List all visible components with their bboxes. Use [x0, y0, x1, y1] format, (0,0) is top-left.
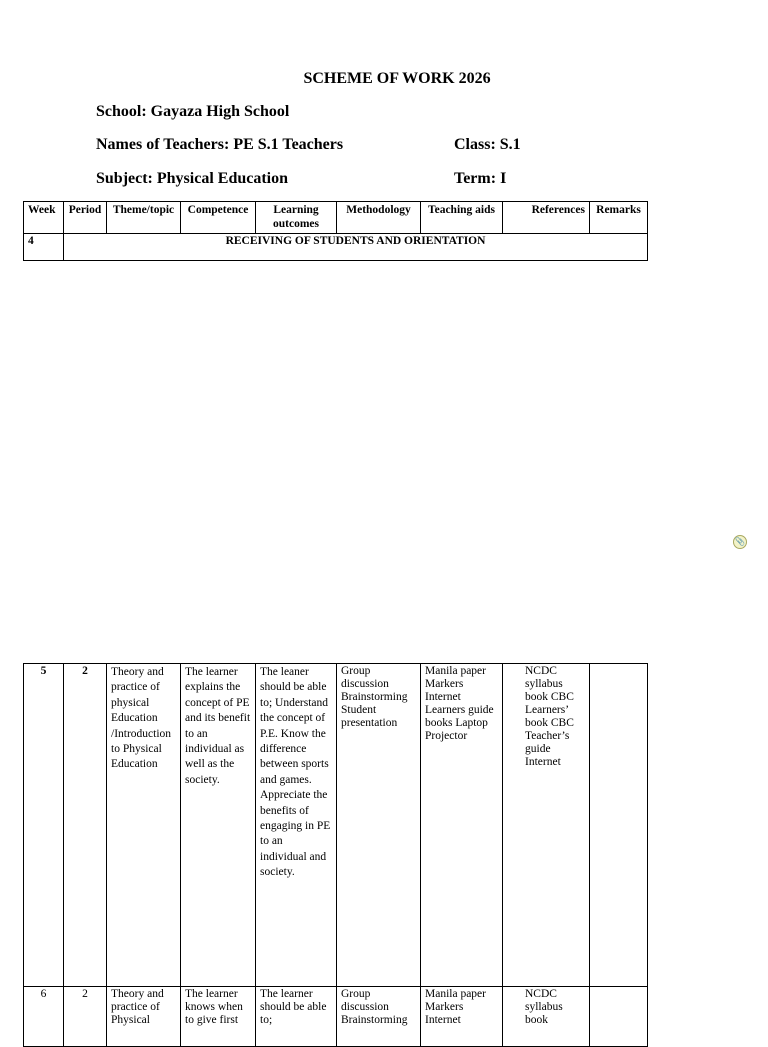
col-competence: Competence [181, 202, 256, 234]
row-competence: The learner knows when to give first [181, 987, 256, 1047]
term-line: Term: I [454, 170, 507, 187]
paperclip-icon[interactable]: 📎 [733, 535, 747, 549]
row-methodology: Group discussion Brainstorming [337, 987, 421, 1047]
col-learning-outcomes: Learning outcomes [256, 202, 337, 234]
row-remarks [590, 987, 648, 1047]
document-title: SCHEME OF WORK 2026 [303, 70, 491, 87]
teachers-line: Names of Teachers: PE S.1 Teachers [96, 136, 344, 153]
class-line: Class: S.1 [454, 136, 521, 153]
col-methodology: Methodology [337, 202, 421, 234]
table-row [24, 664, 648, 987]
row-remarks [590, 664, 648, 987]
row-teaching-aids: Manila paper Markers Internet Learners guide books Laptop Projector [421, 664, 503, 987]
col-references: References [503, 202, 590, 234]
col-remarks: Remarks [590, 202, 648, 234]
row-period: 2 [64, 664, 107, 987]
orientation-row [24, 234, 648, 261]
row-references: NCDC syllabus book CBC Learners’ book CBC Teacher’s guide Internet [503, 664, 590, 987]
col-period: Period [64, 202, 107, 234]
row-references: NCDC syllabus book [503, 987, 590, 1047]
table-row [24, 987, 648, 1047]
row-teaching-aids: Manila paper Markers Internet [421, 987, 503, 1047]
row-theme: Theory and practice of physical Education /Introduction to Physical Education [107, 664, 181, 987]
school-line: School: Gayaza High School [96, 103, 290, 120]
col-theme: Theme/topic [107, 202, 181, 234]
row-week: 5 [24, 664, 64, 987]
row-period: 2 [64, 987, 107, 1047]
scheme-header-table [23, 201, 648, 261]
subject-line: Subject: Physical Education [96, 170, 289, 187]
row-outcomes: The learner should be able to; [256, 987, 337, 1047]
col-teaching-aids: Teaching aids [421, 202, 503, 234]
row-week: 6 [24, 987, 64, 1047]
orientation-text: RECEIVING OF STUDENTS AND ORIENTATION [64, 234, 648, 261]
orientation-week: 4 [24, 234, 64, 261]
row-competence: The learner explains the concept of PE and its benefit to an individual as well as the society. [181, 664, 256, 987]
scheme-body-table [23, 663, 648, 1047]
col-week: Week [24, 202, 64, 234]
row-methodology: Group discussion Brainstorming Student presentation [337, 664, 421, 987]
header-row [24, 202, 648, 234]
row-theme: Theory and practice of Physical [107, 987, 181, 1047]
row-outcomes: The leaner should be able to; Understand the concept of P.E. Know the difference between sports and games. Appreciate the benefits of engaging in PE to an individual and society. [256, 664, 337, 987]
